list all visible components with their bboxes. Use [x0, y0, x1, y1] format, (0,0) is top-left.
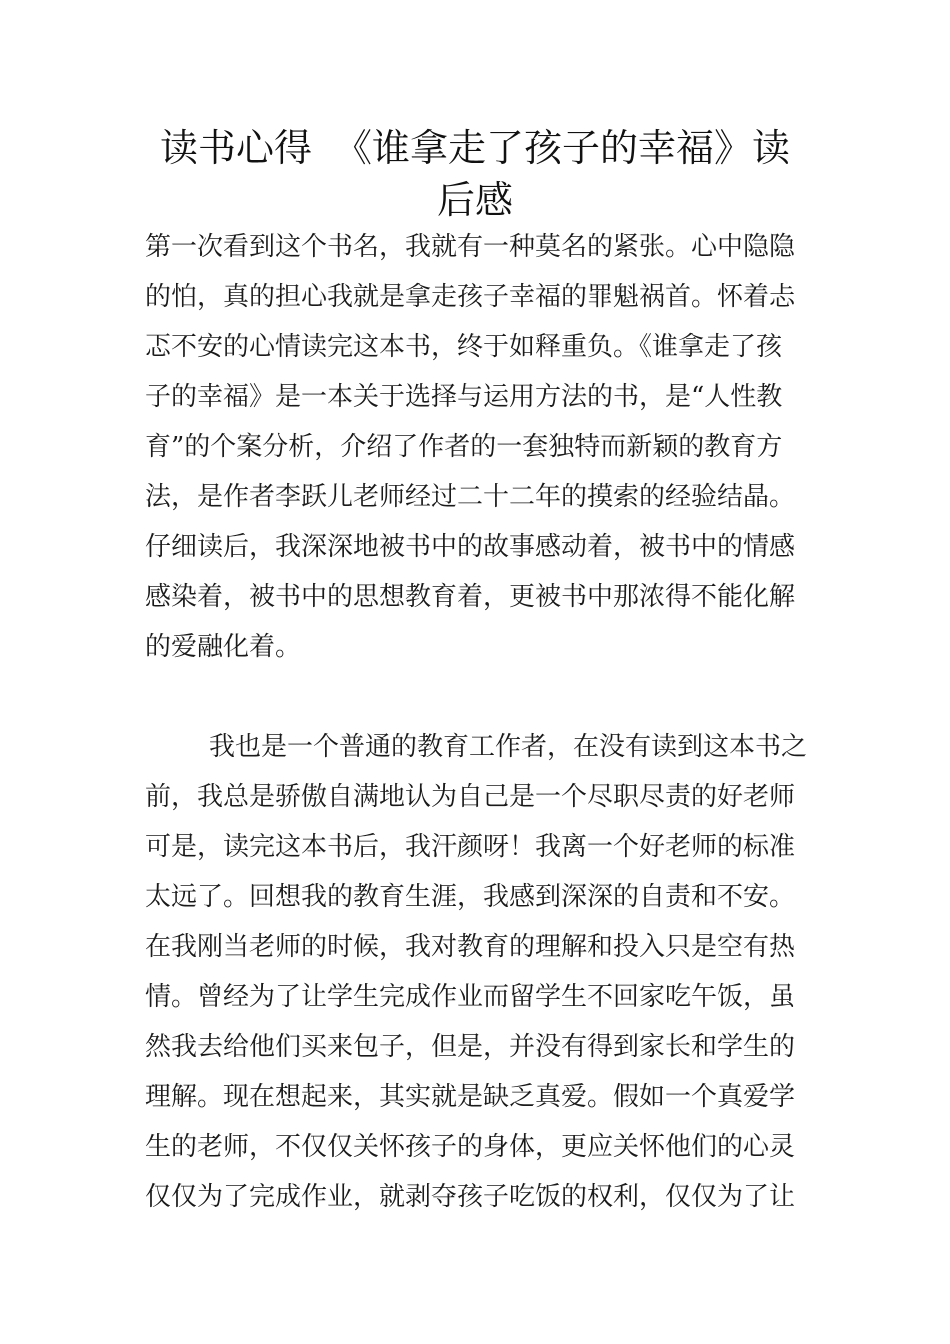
document-title: [140, 122, 810, 226]
text-line: 忑不安的心情读完这本书，终于如释重负。《谁拿走了孩: [145, 332, 783, 362]
text-line: 仅仅为了完成作业，就剥夺孩子吃饭的权利，仅仅为了让: [145, 1182, 796, 1212]
text-line: 法，是作者李跃儿老师经过二十二年的摸索的经验结晶。: [145, 482, 796, 512]
text-line: 感染着，被书中的思想教育着，更被书中那浓得不能化解: [145, 582, 796, 612]
text-line: 育”的个案分析，介绍了作者的一套独特而新颖的教育方: [145, 432, 783, 462]
text-line: 在我刚当老师的时候，我对教育的理解和投入只是空有热: [145, 932, 796, 962]
text-line: 仔细读后，我深深地被书中的故事感动着，被书中的情感: [145, 532, 796, 562]
text-line: 可是，读完这本书后，我汗颜呀！我离一个好老师的标准: [145, 832, 796, 862]
text-line: 前，我总是骄傲自满地认为自己是一个尽职尽责的好老师: [145, 782, 796, 812]
text-line: 情。曾经为了让学生完成作业而留学生不回家吃午饭，虽: [145, 982, 796, 1012]
text-line: 理解。现在想起来，其实就是缺乏真爱。假如一个真爱学: [145, 1082, 796, 1112]
title-part-2: 《谁拿走了孩子的幸福》读: [334, 126, 791, 170]
text-line: 太远了。回想我的教育生涯，我感到深深的自责和不安。: [145, 882, 796, 912]
text-line: 的怕，真的担心我就是拿走孩子幸福的罪魁祸首。怀着忐: [145, 282, 796, 312]
text-line: 生的老师，不仅仅关怀孩子的身体，更应关怀他们的心灵: [145, 1132, 796, 1162]
text-line: 第一次看到这个书名，我就有一种莫名的紧张。心中隐隐: [145, 232, 796, 262]
title-part-1: 读书心得: [159, 126, 312, 170]
text-line: 的爱融化着。: [145, 632, 302, 662]
text-line: 我也是一个普通的教育工作者，在没有读到这本书之: [209, 732, 808, 762]
text-line: 然我去给他们买来包子，但是，并没有得到家长和学生的: [145, 1032, 796, 1062]
text-line: 子的幸福》是一本关于选择与运用方法的书，是“人性教: [145, 382, 783, 412]
title-part-3: 后感: [436, 178, 513, 222]
